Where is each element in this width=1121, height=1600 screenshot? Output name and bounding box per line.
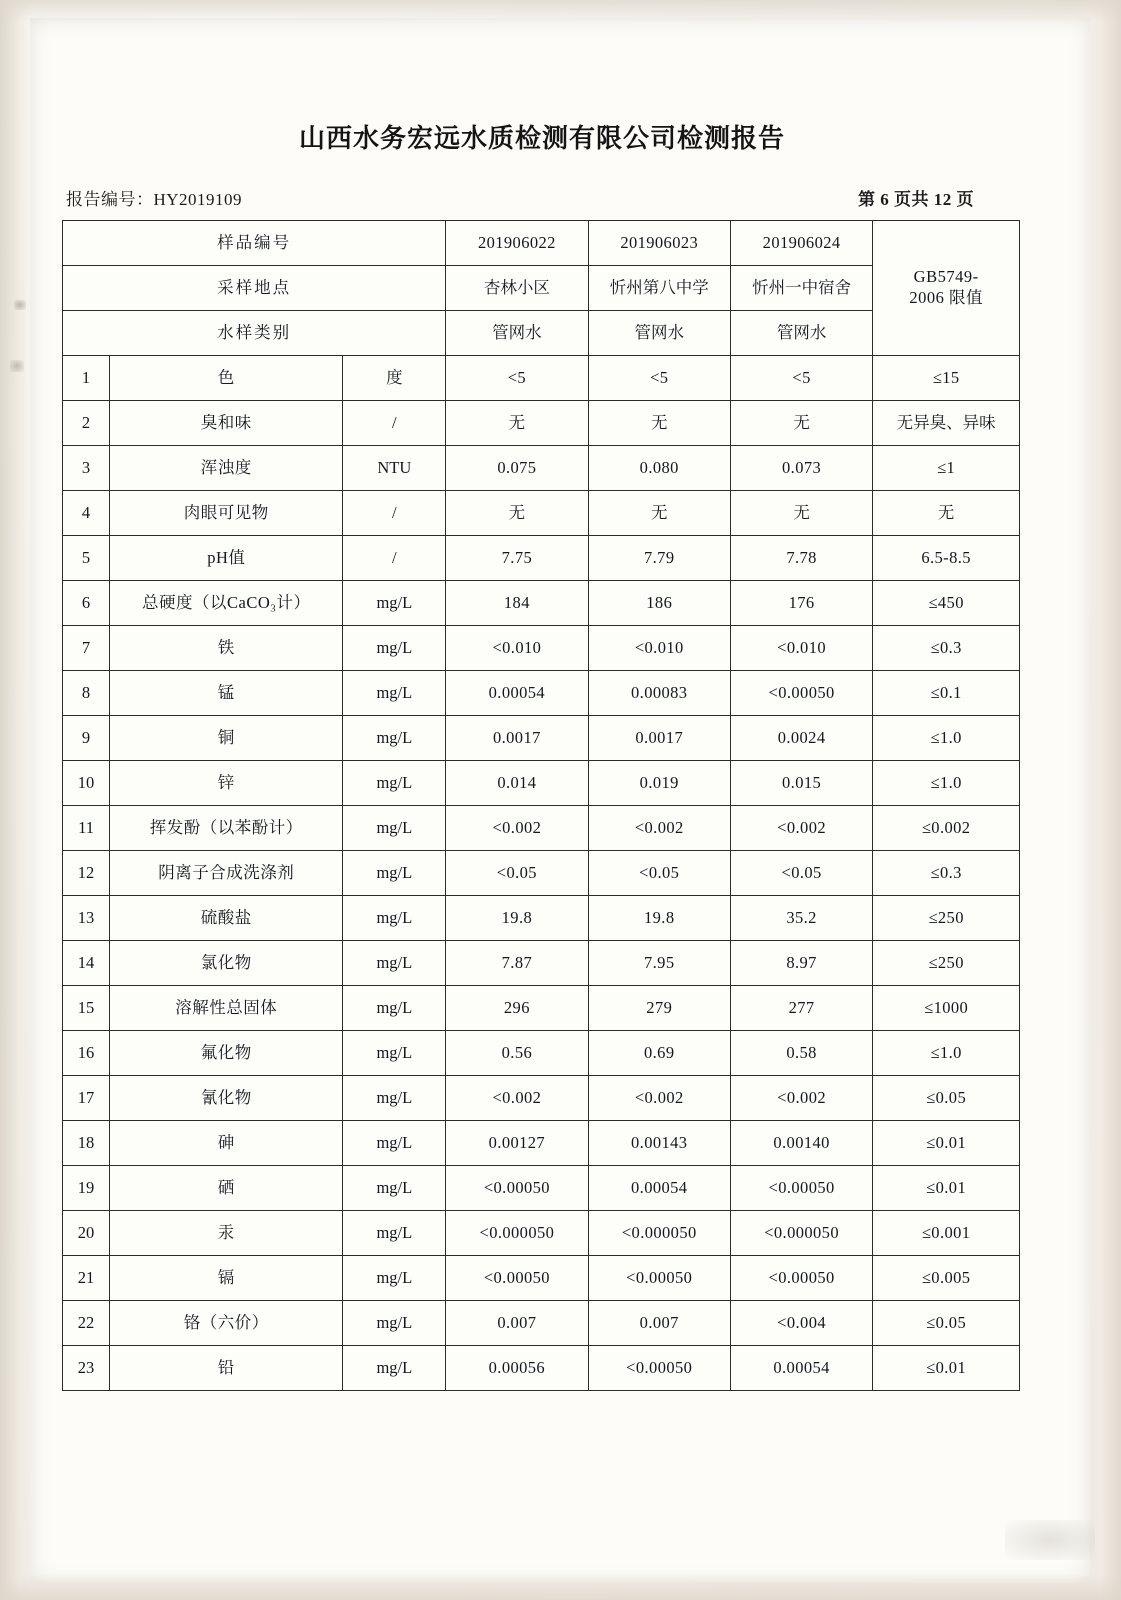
row-value-3: <0.002	[730, 1076, 872, 1121]
row-value-1: 0.00127	[446, 1121, 588, 1166]
page-edge-top	[0, 0, 1121, 22]
row-limit: ≤15	[873, 356, 1020, 401]
row-value-1: <0.05	[446, 851, 588, 896]
row-value-1: 无	[446, 401, 588, 446]
table-row	[63, 1346, 1020, 1391]
row-index: 3	[63, 446, 110, 491]
row-value-1: <0.00050	[446, 1256, 588, 1301]
row-value-3: 0.073	[730, 446, 872, 491]
row-limit: ≤0.3	[873, 851, 1020, 896]
row-unit: mg/L	[343, 941, 446, 986]
table-row	[63, 941, 1020, 986]
row-value-1: 19.8	[446, 896, 588, 941]
row-limit: 无异臭、异味	[873, 401, 1020, 446]
table-row	[63, 896, 1020, 941]
row-item: 锌	[110, 761, 343, 806]
table-row	[63, 1166, 1020, 1211]
row-limit: ≤1.0	[873, 716, 1020, 761]
row-unit: mg/L	[343, 1346, 446, 1391]
row-value-2: 279	[588, 986, 730, 1031]
row-index: 11	[63, 806, 110, 851]
row-unit: mg/L	[343, 761, 446, 806]
table-row	[63, 716, 1020, 761]
table-row	[63, 761, 1020, 806]
row-value-1: <0.000050	[446, 1211, 588, 1256]
report-meta-line	[62, 185, 1022, 210]
row-value-2: 无	[588, 491, 730, 536]
row-value-3: <0.05	[730, 851, 872, 896]
row-value-1: <0.010	[446, 626, 588, 671]
row-unit: /	[343, 491, 446, 536]
header-label-sample-no: 样品编号	[63, 221, 446, 266]
row-value-1: 无	[446, 491, 588, 536]
row-value-3: 277	[730, 986, 872, 1031]
row-limit: ≤0.005	[873, 1256, 1020, 1301]
row-value-1: 0.00054	[446, 671, 588, 716]
row-value-2: 0.019	[588, 761, 730, 806]
row-unit: NTU	[343, 446, 446, 491]
row-unit: mg/L	[343, 1166, 446, 1211]
row-item: 铅	[110, 1346, 343, 1391]
row-value-3: 0.00054	[730, 1346, 872, 1391]
row-index: 14	[63, 941, 110, 986]
row-value-2: 0.00054	[588, 1166, 730, 1211]
row-item: 硒	[110, 1166, 343, 1211]
row-item: 色	[110, 356, 343, 401]
table-row	[63, 1031, 1020, 1076]
row-value-1: 7.75	[446, 536, 588, 581]
row-value-1: 0.075	[446, 446, 588, 491]
row-limit: ≤0.05	[873, 1076, 1020, 1121]
row-value-1: <0.00050	[446, 1166, 588, 1211]
row-item: 硫酸盐	[110, 896, 343, 941]
row-limit: ≤1.0	[873, 1031, 1020, 1076]
row-value-3: <0.002	[730, 806, 872, 851]
row-limit: 无	[873, 491, 1020, 536]
row-index: 22	[63, 1301, 110, 1346]
row-index: 9	[63, 716, 110, 761]
header-label-water-type: 水样类别	[63, 311, 446, 356]
row-index: 4	[63, 491, 110, 536]
sample-no-3: 201906024	[730, 221, 872, 266]
table-row	[63, 806, 1020, 851]
row-item: pH值	[110, 536, 343, 581]
row-value-3: 0.00140	[730, 1121, 872, 1166]
row-value-2: <0.010	[588, 626, 730, 671]
row-value-3: 无	[730, 491, 872, 536]
row-value-1: 0.0017	[446, 716, 588, 761]
row-limit: ≤250	[873, 941, 1020, 986]
row-value-2: 7.95	[588, 941, 730, 986]
row-value-2: <0.002	[588, 1076, 730, 1121]
row-value-3: 7.78	[730, 536, 872, 581]
row-unit: mg/L	[343, 1076, 446, 1121]
table-row	[63, 356, 1020, 401]
row-limit: ≤1	[873, 446, 1020, 491]
row-value-2: 0.69	[588, 1031, 730, 1076]
scan-artifact	[10, 360, 24, 372]
row-value-3: 35.2	[730, 896, 872, 941]
water-quality-table	[62, 220, 1020, 1391]
row-unit: 度	[343, 356, 446, 401]
row-index: 23	[63, 1346, 110, 1391]
row-value-1: 184	[446, 581, 588, 626]
table-row	[63, 491, 1020, 536]
table-row	[63, 626, 1020, 671]
row-value-3: 176	[730, 581, 872, 626]
row-item: 汞	[110, 1211, 343, 1256]
page-indicator: 第 6 页共 12 页	[858, 190, 974, 209]
row-item: 镉	[110, 1256, 343, 1301]
table-row	[63, 1211, 1020, 1256]
limit-standard-line1: GB5749-	[913, 267, 979, 287]
row-value-3: 0.0024	[730, 716, 872, 761]
row-item: 氯化物	[110, 941, 343, 986]
row-item: 铜	[110, 716, 343, 761]
row-limit: ≤1000	[873, 986, 1020, 1031]
row-index: 16	[63, 1031, 110, 1076]
row-unit: /	[343, 536, 446, 581]
row-limit: ≤0.05	[873, 1301, 1020, 1346]
row-value-3: <0.004	[730, 1301, 872, 1346]
row-index: 15	[63, 986, 110, 1031]
row-index: 20	[63, 1211, 110, 1256]
row-value-1: 0.007	[446, 1301, 588, 1346]
row-unit: mg/L	[343, 851, 446, 896]
row-value-2: 19.8	[588, 896, 730, 941]
row-value-2: 0.00083	[588, 671, 730, 716]
page-edge-left	[0, 0, 32, 1600]
row-value-1: 7.87	[446, 941, 588, 986]
row-index: 21	[63, 1256, 110, 1301]
table-row	[63, 851, 1020, 896]
page-edge-right	[1087, 0, 1121, 1600]
row-value-2: <5	[588, 356, 730, 401]
row-limit: ≤0.002	[873, 806, 1020, 851]
location-2: 忻州第八中学	[588, 266, 730, 311]
row-value-3: <0.00050	[730, 1166, 872, 1211]
row-index: 10	[63, 761, 110, 806]
row-item: 挥发酚（以苯酚计）	[110, 806, 343, 851]
row-value-3: 0.58	[730, 1031, 872, 1076]
row-value-2: 0.0017	[588, 716, 730, 761]
row-limit: ≤0.001	[873, 1211, 1020, 1256]
row-limit: ≤0.3	[873, 626, 1020, 671]
water-type-3: 管网水	[730, 311, 872, 356]
row-limit: ≤250	[873, 896, 1020, 941]
row-item: 铬（六价）	[110, 1301, 343, 1346]
location-3: 忻州一中宿舍	[730, 266, 872, 311]
document-content	[62, 118, 1022, 1391]
row-unit: mg/L	[343, 626, 446, 671]
water-type-1: 管网水	[446, 311, 588, 356]
row-value-2: 0.00143	[588, 1121, 730, 1166]
row-value-1: 296	[446, 986, 588, 1031]
water-type-2: 管网水	[588, 311, 730, 356]
row-limit: ≤0.01	[873, 1166, 1020, 1211]
table-row	[63, 401, 1020, 446]
table-row	[63, 536, 1020, 581]
row-value-3: 8.97	[730, 941, 872, 986]
table-row	[63, 446, 1020, 491]
limit-standard-header	[873, 221, 1020, 356]
table-row	[63, 581, 1020, 626]
row-index: 13	[63, 896, 110, 941]
row-unit: mg/L	[343, 896, 446, 941]
row-value-1: <5	[446, 356, 588, 401]
row-value-2: <0.000050	[588, 1211, 730, 1256]
row-item: 氰化物	[110, 1076, 343, 1121]
row-value-1: <0.002	[446, 806, 588, 851]
row-item: 总硬度（以CaCO₃计）	[110, 581, 343, 626]
row-index: 19	[63, 1166, 110, 1211]
row-value-3: 0.015	[730, 761, 872, 806]
scan-artifact	[14, 300, 26, 310]
row-unit: mg/L	[343, 1121, 446, 1166]
row-unit: mg/L	[343, 716, 446, 761]
limit-standard-line2: 2006 限值	[909, 288, 983, 307]
row-index: 8	[63, 671, 110, 716]
row-value-3: <0.00050	[730, 1256, 872, 1301]
row-value-2: <0.002	[588, 806, 730, 851]
row-value-3: <0.000050	[730, 1211, 872, 1256]
report-number: 报告编号：HY2019109	[66, 190, 243, 209]
row-item: 肉眼可见物	[110, 491, 343, 536]
row-unit: mg/L	[343, 1256, 446, 1301]
page-title: 山西水务宏远水质检测有限公司检测报告	[298, 124, 785, 154]
table-row	[63, 1076, 1020, 1121]
row-value-1: 0.00056	[446, 1346, 588, 1391]
location-1: 杏林小区	[446, 266, 588, 311]
row-item: 氟化物	[110, 1031, 343, 1076]
scan-artifact	[1005, 1520, 1095, 1560]
sample-no-1: 201906022	[446, 221, 588, 266]
row-value-2: 0.007	[588, 1301, 730, 1346]
table-header-row-sample-no	[63, 221, 1020, 266]
row-value-1: 0.014	[446, 761, 588, 806]
row-unit: mg/L	[343, 1301, 446, 1346]
row-index: 6	[63, 581, 110, 626]
row-limit: ≤0.1	[873, 671, 1020, 716]
row-limit: ≤450	[873, 581, 1020, 626]
row-value-3: <0.010	[730, 626, 872, 671]
row-value-2: <0.05	[588, 851, 730, 896]
row-item: 溶解性总固体	[110, 986, 343, 1031]
table-row	[63, 671, 1020, 716]
row-item: 铁	[110, 626, 343, 671]
row-value-2: <0.00050	[588, 1256, 730, 1301]
table-row	[63, 1301, 1020, 1346]
row-value-1: 0.56	[446, 1031, 588, 1076]
row-index: 18	[63, 1121, 110, 1166]
row-value-3: 无	[730, 401, 872, 446]
page-edge-bottom	[0, 1574, 1121, 1600]
row-value-2: 无	[588, 401, 730, 446]
row-index: 2	[63, 401, 110, 446]
row-limit: ≤0.01	[873, 1121, 1020, 1166]
table-row	[63, 986, 1020, 1031]
table-row	[63, 1121, 1020, 1166]
row-item: 浑浊度	[110, 446, 343, 491]
row-unit: mg/L	[343, 1211, 446, 1256]
row-index: 1	[63, 356, 110, 401]
row-unit: /	[343, 401, 446, 446]
row-index: 17	[63, 1076, 110, 1121]
row-limit: ≤1.0	[873, 761, 1020, 806]
row-unit: mg/L	[343, 986, 446, 1031]
row-item: 臭和味	[110, 401, 343, 446]
row-unit: mg/L	[343, 806, 446, 851]
row-unit: mg/L	[343, 1031, 446, 1076]
row-value-2: 0.080	[588, 446, 730, 491]
row-limit: 6.5-8.5	[873, 536, 1020, 581]
table-row	[63, 1256, 1020, 1301]
row-value-2: 186	[588, 581, 730, 626]
row-unit: mg/L	[343, 671, 446, 716]
row-value-2: <0.00050	[588, 1346, 730, 1391]
row-value-3: <0.00050	[730, 671, 872, 716]
row-value-3: <5	[730, 356, 872, 401]
header-label-location: 采样地点	[63, 266, 446, 311]
row-item: 锰	[110, 671, 343, 716]
row-item: 砷	[110, 1121, 343, 1166]
row-index: 12	[63, 851, 110, 896]
row-index: 5	[63, 536, 110, 581]
row-value-2: 7.79	[588, 536, 730, 581]
row-index: 7	[63, 626, 110, 671]
row-limit: ≤0.01	[873, 1346, 1020, 1391]
row-item: 阴离子合成洗涤剂	[110, 851, 343, 896]
row-value-1: <0.002	[446, 1076, 588, 1121]
row-unit: mg/L	[343, 581, 446, 626]
sample-no-2: 201906023	[588, 221, 730, 266]
